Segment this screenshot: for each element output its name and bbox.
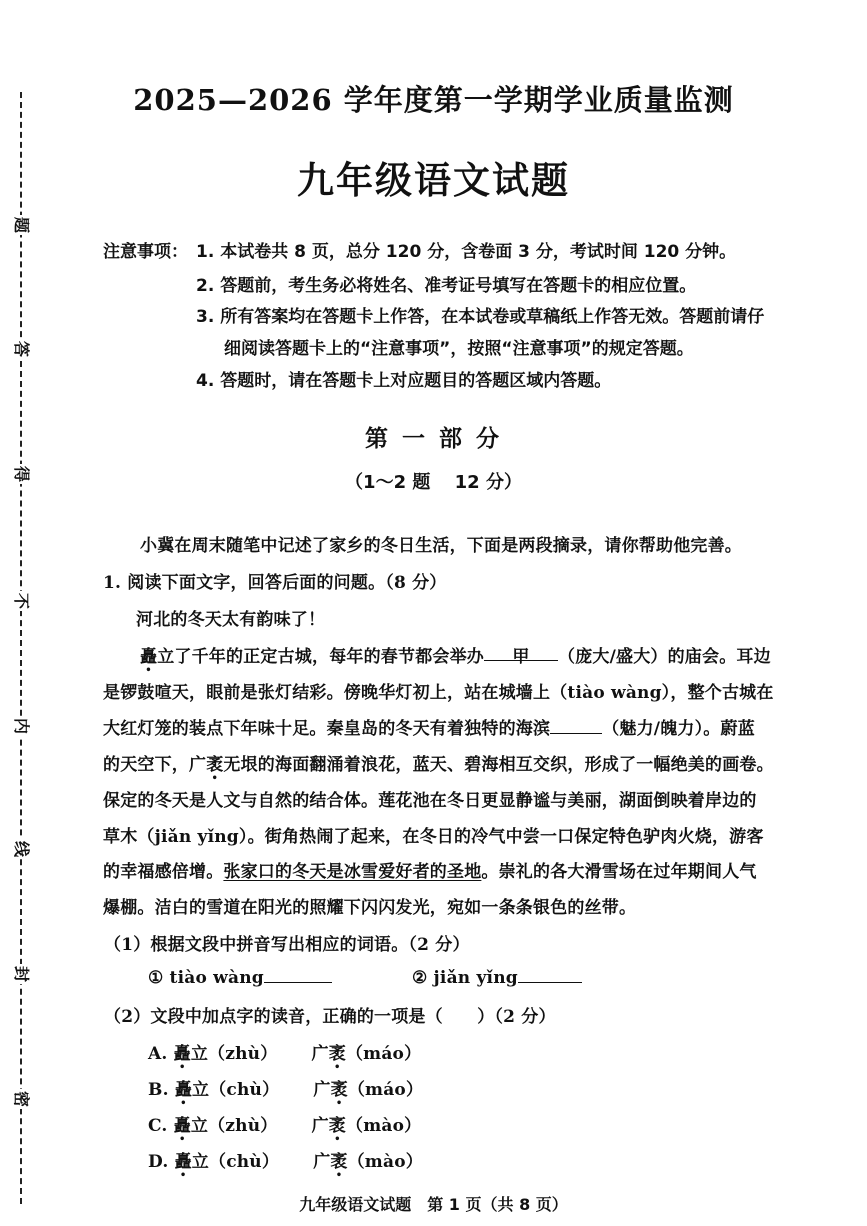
notice-item: 3. 所有答案均在答题卡上作答，在本试卷或草稿纸上作答无效。答题前请仔 (196, 307, 765, 327)
answer-blank[interactable] (264, 966, 332, 983)
passage-line: 保定的冬天是人文与自然的结合体。莲花池在冬日更显静谧与美丽，湖面倒映着岸边的 (103, 791, 757, 811)
passage-line: 大红灯笼的装点下年味十足。秦皇岛的冬天有着独特的海滨 （魅力/魄力）。蔚蓝 (103, 719, 755, 739)
term-title: 2025—2026 学年度第一学期学业质量监测 (133, 83, 734, 117)
dotted-char: 矗 (173, 1116, 191, 1136)
notice-item: 1. 本试卷共 8 页，总分 120 分，含卷面 3 分，考试时间 120 分钟。 (196, 242, 737, 262)
option-a[interactable]: A. 矗立（zhù） 广袤（máo） (148, 1044, 422, 1064)
passage-line: 爆棚。洁白的雪道在阳光的照耀下闪闪发光，宛如一条条银色的丝带。 (103, 898, 637, 918)
dotted-char: 矗 (174, 1152, 192, 1172)
dotted-char: 袤 (330, 1080, 348, 1100)
dotted-char: 袤 (328, 1044, 346, 1064)
passage-line: 的天空下，广袤无垠的海面翻涌着浪花，蓝天、碧海相互交织，形成了一幅绝美的画卷。 (103, 755, 774, 775)
page-footer: 九年级语文试题 第 1 页（共 8 页） (299, 1195, 568, 1214)
question-stem: 1. 阅读下面文字，回答后面的问题。（8 分） (103, 573, 447, 593)
option-b[interactable]: B. 矗立（chù） 广袤（máo） (148, 1080, 424, 1100)
binding-char: 线 (12, 840, 31, 857)
dotted-char: 袤 (206, 755, 224, 775)
blank-yi[interactable] (550, 717, 602, 734)
underlined-sentence: 张家口的冬天是冰雪爱好者的圣地 (223, 862, 482, 882)
binding-char: 密 (12, 1090, 31, 1107)
option-c[interactable]: C. 矗立（zhù） 广袤（mào） (148, 1116, 422, 1136)
part-title: 第 一 部 分 (364, 426, 503, 452)
binding-char: 答 (12, 340, 31, 357)
binding-char: 得 (12, 465, 31, 482)
notice-item: 4. 答题时，请在答题卡上对应题目的答题区域内答题。 (196, 371, 612, 391)
binding-char: 题 (12, 216, 31, 233)
passage-line: 是锣鼓喧天，眼前是张灯结彩。傍晚华灯初上，站在城墙上（tiào wàng），整个古城在 (103, 683, 774, 703)
binding-char: 内 (12, 717, 31, 734)
option-d[interactable]: D. 矗立（chù） 广袤（mào） (148, 1152, 423, 1172)
dotted-char: 袤 (328, 1116, 346, 1136)
sub-question-stem: （1）根据文段中拼音写出相应的词语。（2 分） (104, 935, 470, 955)
passage-title: 河北的冬天太有韵味了！ (136, 610, 326, 630)
notice-item: 细阅读答题卡上的“注意事项”，按照“注意事项”的规定答题。 (224, 339, 694, 359)
dotted-char: 矗 (173, 1044, 191, 1064)
exam-title: 九年级语文试题 (297, 159, 570, 202)
binding-char: 不 (12, 592, 31, 609)
pinyin-item: ② jiǎn yǐng (412, 966, 582, 988)
dotted-char: 袤 (330, 1152, 348, 1172)
answer-blank[interactable] (518, 966, 582, 983)
notice-item: 2. 答题前，考生务必将姓名、准考证号填写在答题卡的相应位置。 (196, 276, 697, 296)
binding-char: 封 (12, 965, 31, 982)
dotted-char: 矗 (140, 647, 158, 667)
passage-line: 矗立了千年的正定古城，每年的春节都会举办 甲 （庞大/盛大）的庙会。耳边 (140, 642, 771, 667)
pinyin-item: ① tiào wàng (148, 966, 332, 988)
binding-dashed-line (20, 92, 22, 1204)
passage-line: 草木（jiǎn yǐng）。街角热闹了起来，在冬日的冷气中尝一口保定特色驴肉火烧，游客 (103, 827, 764, 847)
sub-question-stem: （2）文段中加点字的读音，正确的一项是（ ）（2 分） (104, 1007, 556, 1027)
dotted-char: 矗 (174, 1080, 193, 1100)
passage-line: 的幸福感倍增。张家口的冬天是冰雪爱好者的圣地。崇礼的各大滑雪场在过年期间人气 (103, 862, 757, 882)
blank-jia[interactable]: 甲 (484, 642, 558, 661)
part-range: （1～2 题 12 分） (345, 472, 522, 493)
notice-label: 注意事项： (103, 242, 188, 262)
intro-text: 小冀在周末随笔中记述了家乡的冬日生活，下面是两段摘录，请你帮助他完善。 (140, 536, 742, 556)
